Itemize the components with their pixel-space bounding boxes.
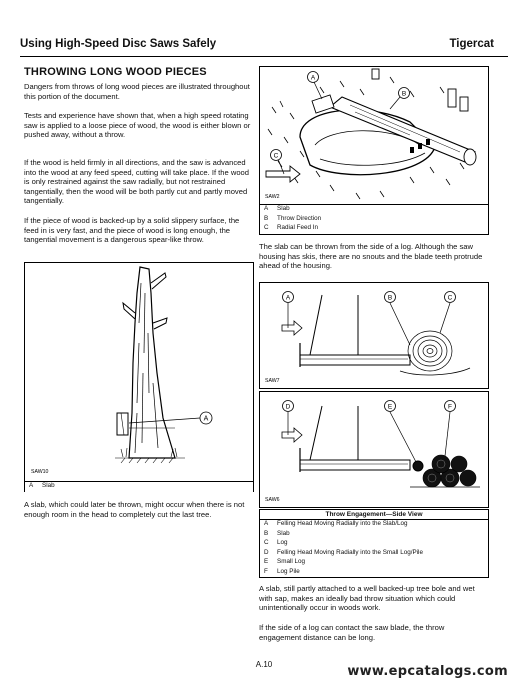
legend-row bbox=[260, 539, 488, 549]
saw-housing-on-log-illustration bbox=[260, 67, 488, 204]
legend-key: C bbox=[264, 224, 269, 231]
legend-key: E bbox=[264, 558, 269, 565]
legend-text: Felling Head Moving Radially into the Small Log/Pile bbox=[277, 548, 423, 556]
figure-code-saw6: SAW6 bbox=[265, 497, 280, 503]
paragraph-slab-last-tree: A slab, which could later be thrown, might occur when there is not enough room in the head to completely cut the last tree. bbox=[24, 500, 245, 519]
legend-text: Log Pile bbox=[277, 567, 300, 575]
legend-row bbox=[260, 549, 488, 559]
legend-key: C bbox=[264, 539, 269, 546]
figure-saw6 bbox=[259, 391, 489, 508]
legend-text: Throw Direction bbox=[277, 214, 322, 222]
legend-row bbox=[260, 215, 488, 225]
header-rule bbox=[20, 56, 508, 57]
figure-code-saw2: SAW2 bbox=[265, 194, 280, 200]
legend-row bbox=[260, 520, 488, 530]
section-title: THROWING LONG WOOD PIECES bbox=[24, 66, 207, 78]
page-header-brand: Tigercat bbox=[449, 38, 494, 50]
page-number: A.10 bbox=[255, 660, 273, 669]
legend-key: F bbox=[264, 567, 268, 575]
watermark: www.epcatalogs.com bbox=[347, 664, 508, 679]
legend-text: Slab bbox=[42, 482, 55, 489]
callout-d-label: D bbox=[285, 403, 291, 411]
paragraph-intro: Dangers from throws of long wood pieces are illustrated throughout this portion of the document. bbox=[24, 82, 250, 101]
callout-e-label: E bbox=[387, 403, 393, 411]
legend-text: Felling Head Moving Radially into the Slab/Log bbox=[277, 520, 408, 527]
side-view-small-log-pile-illustration bbox=[260, 392, 488, 507]
callout-a-label: A bbox=[310, 74, 316, 82]
legend-saw10 bbox=[24, 481, 254, 492]
figure-code-saw10: SAW10 bbox=[31, 469, 49, 475]
callout-b-label: B bbox=[387, 294, 393, 302]
legend-text: Slab bbox=[277, 529, 290, 537]
paragraph-slab-backed-up-bole: A slab, still partly attached to a well backed-up tree bole and wet with sap, makes an ideally bad throw situation which could unintentionally occur in woods work. bbox=[259, 584, 475, 613]
legend-text: Slab bbox=[277, 205, 290, 212]
legend-key: A bbox=[29, 482, 34, 489]
paragraph-side-of-log: If the side of a log can contact the saw blade, the throw engagement distance can be long. bbox=[259, 623, 445, 642]
callout-f-label: F bbox=[448, 403, 452, 411]
paragraph-slab-side-of-log: The slab can be thrown from the side of a log. Although the saw housing has skis, there are no snouts and the blade teeth protrude ahead of the housing. bbox=[259, 242, 483, 271]
callout-b-label: B bbox=[401, 90, 407, 98]
legend-text: Small Log bbox=[277, 558, 306, 565]
figure-saw2 bbox=[259, 66, 489, 205]
legend-row bbox=[260, 205, 488, 215]
figure-code-saw7: SAW7 bbox=[265, 378, 280, 384]
legend-row bbox=[260, 224, 488, 234]
callout-a-label: A bbox=[285, 294, 291, 302]
paragraph-held-firmly: If the wood is held firmly in all directions, and the saw is advanced into the wood at any feed speed, cutting will take place. If the wood is only restrained against the saw radially, but not restrained tangentially, then the wood will be both partly cut and partly moved tangentially. bbox=[24, 158, 250, 206]
figure-saw7 bbox=[259, 282, 489, 389]
legend-key: A bbox=[264, 520, 269, 527]
legend-title: Throw Engagement—Side View bbox=[260, 510, 488, 520]
legend-text: Log bbox=[277, 539, 288, 546]
legend-saw2 bbox=[259, 204, 489, 235]
legend-row bbox=[260, 530, 488, 540]
figure-saw10 bbox=[24, 262, 254, 482]
legend-row bbox=[260, 558, 488, 568]
callout-a-label: A bbox=[203, 415, 209, 423]
legend-row bbox=[260, 568, 488, 578]
tree-stump-illustration bbox=[25, 263, 253, 481]
callout-c-label: C bbox=[447, 294, 453, 302]
legend-key: B bbox=[264, 214, 269, 222]
legend-row bbox=[25, 482, 253, 492]
paragraph-tests: Tests and experience have shown that, when a high speed rotating saw is applied to a loose piece of wood, the wood is either blown or pushed away, without a throw. bbox=[24, 111, 251, 140]
legend-key: D bbox=[264, 548, 269, 556]
legend-text: Radial Feed In bbox=[277, 224, 318, 231]
page-header-title: Using High-Speed Disc Saws Safely bbox=[20, 38, 217, 50]
legend-key: B bbox=[264, 529, 269, 537]
side-view-slab-log-illustration bbox=[260, 283, 488, 388]
legend-throw-engagement bbox=[259, 509, 489, 578]
paragraph-backed-up: If the piece of wood is backed-up by a solid slippery surface, the feed in is very fast, and the piece of wood is long enough, the tangential movement is a dangerous spear-like throw. bbox=[24, 216, 240, 245]
legend-key: A bbox=[264, 205, 269, 212]
callout-c-label: C bbox=[273, 152, 279, 160]
